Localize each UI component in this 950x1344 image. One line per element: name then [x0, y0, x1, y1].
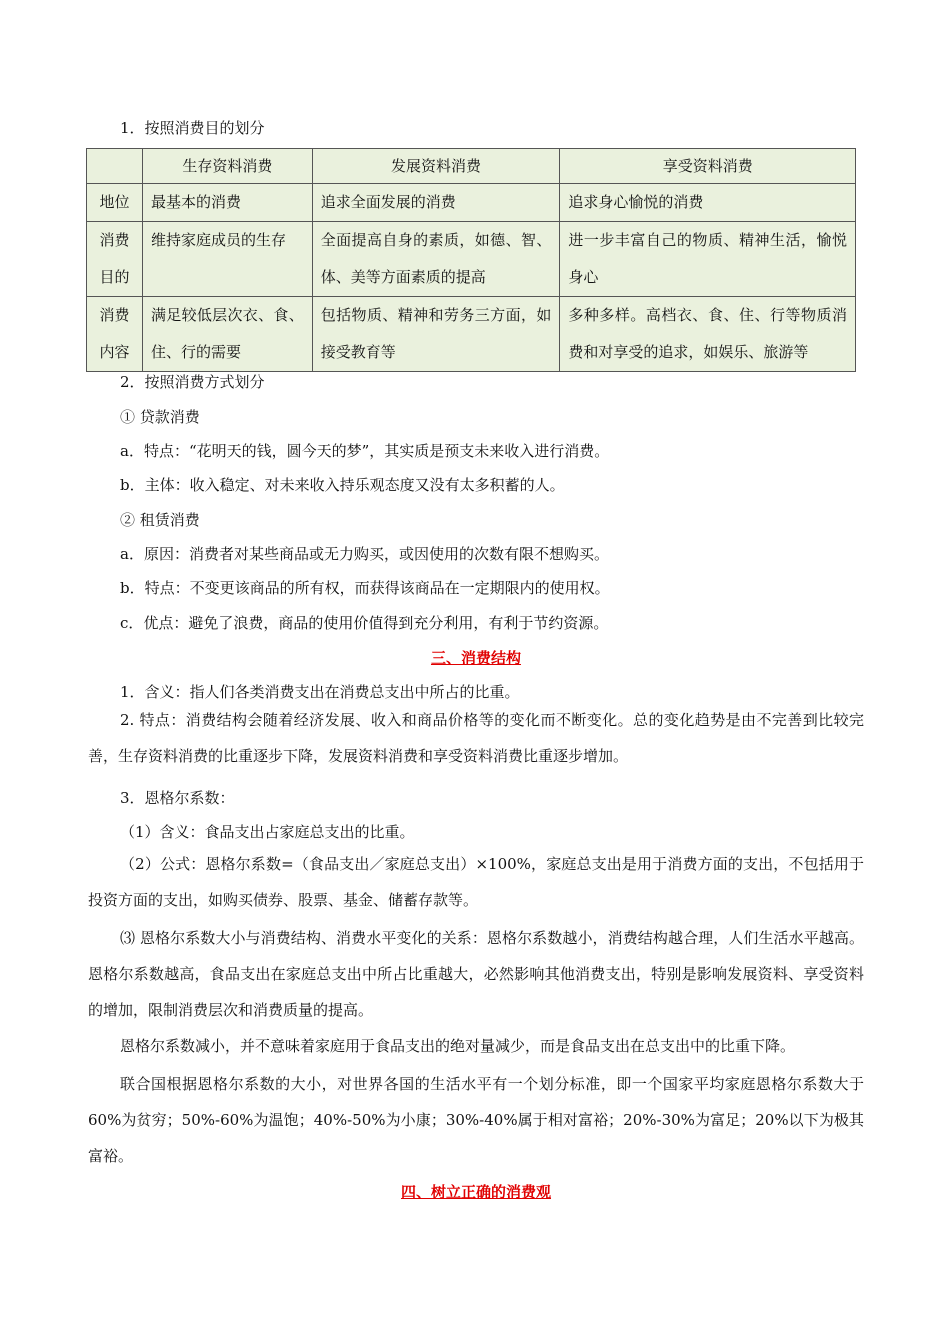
table-cell: 进一步丰富自己的物质、精神生活，愉悦身心: [560, 222, 856, 297]
row-label: 消费内容: [87, 297, 143, 372]
consumption-purpose-table: [86, 148, 856, 372]
table-header-cell: 享受资料消费: [560, 149, 856, 184]
row-label: 地位: [87, 184, 143, 222]
structure-meaning: 1．含义：指人们各类消费支出在消费总支出中所占的比重。: [120, 683, 520, 701]
table-cell: 最基本的消费: [142, 184, 312, 222]
rent-reason: a．原因：消费者对某些商品或无力购买，或因使用的次数有限不想购买。: [120, 545, 609, 563]
row-label: 消费目的: [87, 222, 143, 297]
table-cell: 包括物质、精神和劳务三方面，如接受教育等: [312, 297, 560, 372]
table-header-cell: 生存资料消费: [142, 149, 312, 184]
table-header-cell: [87, 149, 143, 184]
table-header-row: [87, 149, 856, 184]
section-1-title: 1．按照消费目的划分: [120, 119, 265, 137]
engel-meaning: （1）含义：食品支出占家庭总支出的比重。: [120, 823, 415, 841]
loan-feature: a．特点：“花明天的钱，圆今天的梦”，其实质是预支未来收入进行消费。: [120, 442, 610, 460]
table-row: [87, 297, 856, 372]
engel-title: 3．恩格尔系数：: [120, 789, 235, 807]
table-cell: 全面提高自身的素质，如德、智、体、美等方面素质的提高: [312, 222, 560, 297]
section-3-heading: 三、消费结构: [430, 649, 521, 667]
table-cell: 满足较低层次衣、食、住、行的需要: [142, 297, 312, 372]
table-cell: 维持家庭成员的生存: [142, 222, 312, 297]
table-cell: 追求全面发展的消费: [312, 184, 560, 222]
table-cell: 多种多样。高档衣、食、住、行等物质消费和对享受的追求，如娱乐、旅游等: [560, 297, 856, 372]
rent-feature: b．特点：不变更该商品的所有权，而获得该商品在一定期限内的使用权。: [120, 579, 610, 597]
table-header-cell: 发展资料消费: [312, 149, 560, 184]
section-2-title: 2．按照消费方式划分: [120, 373, 265, 391]
engel-formula: （2）公式：恩格尔系数=（食品支出／家庭总支出）×100%，家庭总支出是用于消费方面的支出，不包括用于投资方面的支出，如购买债券、股票、基金、储蓄存款等。: [88, 855, 864, 909]
rent-advantage: c．优点：避免了浪费，商品的使用价值得到充分利用，有利于节约资源。: [120, 614, 609, 632]
engel-decrease-note: 恩格尔系数减小，并不意味着家庭用于食品支出的绝对量减少，而是食品支出在总支出中的比重下降。: [120, 1037, 796, 1055]
table-cell: 追求身心愉悦的消费: [560, 184, 856, 222]
table-row: [87, 184, 856, 222]
loan-consumption-title: ① 贷款消费: [120, 408, 200, 426]
section-4-heading: 四、树立正确的消费观: [400, 1183, 551, 1201]
un-standard: 联合国根据恩格尔系数的大小，对世界各国的生活水平有一个划分标准，即一个国家平均家庭恩格尔系数大于 60%为贫穷；50%-60%为温饱；40%-50%为小康；30%-40%属于相对富裕；20%-30%为富足；20%以下为极其富裕。: [88, 1075, 864, 1165]
rent-consumption-title: ② 租赁消费: [120, 511, 200, 529]
table-row: [87, 222, 856, 297]
engel-relationship: ⑶ 恩格尔系数大小与消费结构、消费水平变化的关系：恩格尔系数越小，消费结构越合理，人们生活水平越高。恩格尔系数越高，食品支出在家庭总支出中所占比重越大，必然影响其他消费支出，特别是影响发展资料、享受资料的增加，限制消费层次和消费质量的提高。: [88, 929, 864, 1019]
loan-subject: b．主体：收入稳定、对未来收入持乐观态度又没有太多积蓄的人。: [120, 476, 565, 494]
structure-feature: 2. 特点：消费结构会随着经济发展、收入和商品价格等的变化而不断变化。总的变化趋势是由不完善到比较完善，生存资料消费的比重逐步下降，发展资料消费和享受资料消费比重逐步增加。: [88, 711, 864, 765]
